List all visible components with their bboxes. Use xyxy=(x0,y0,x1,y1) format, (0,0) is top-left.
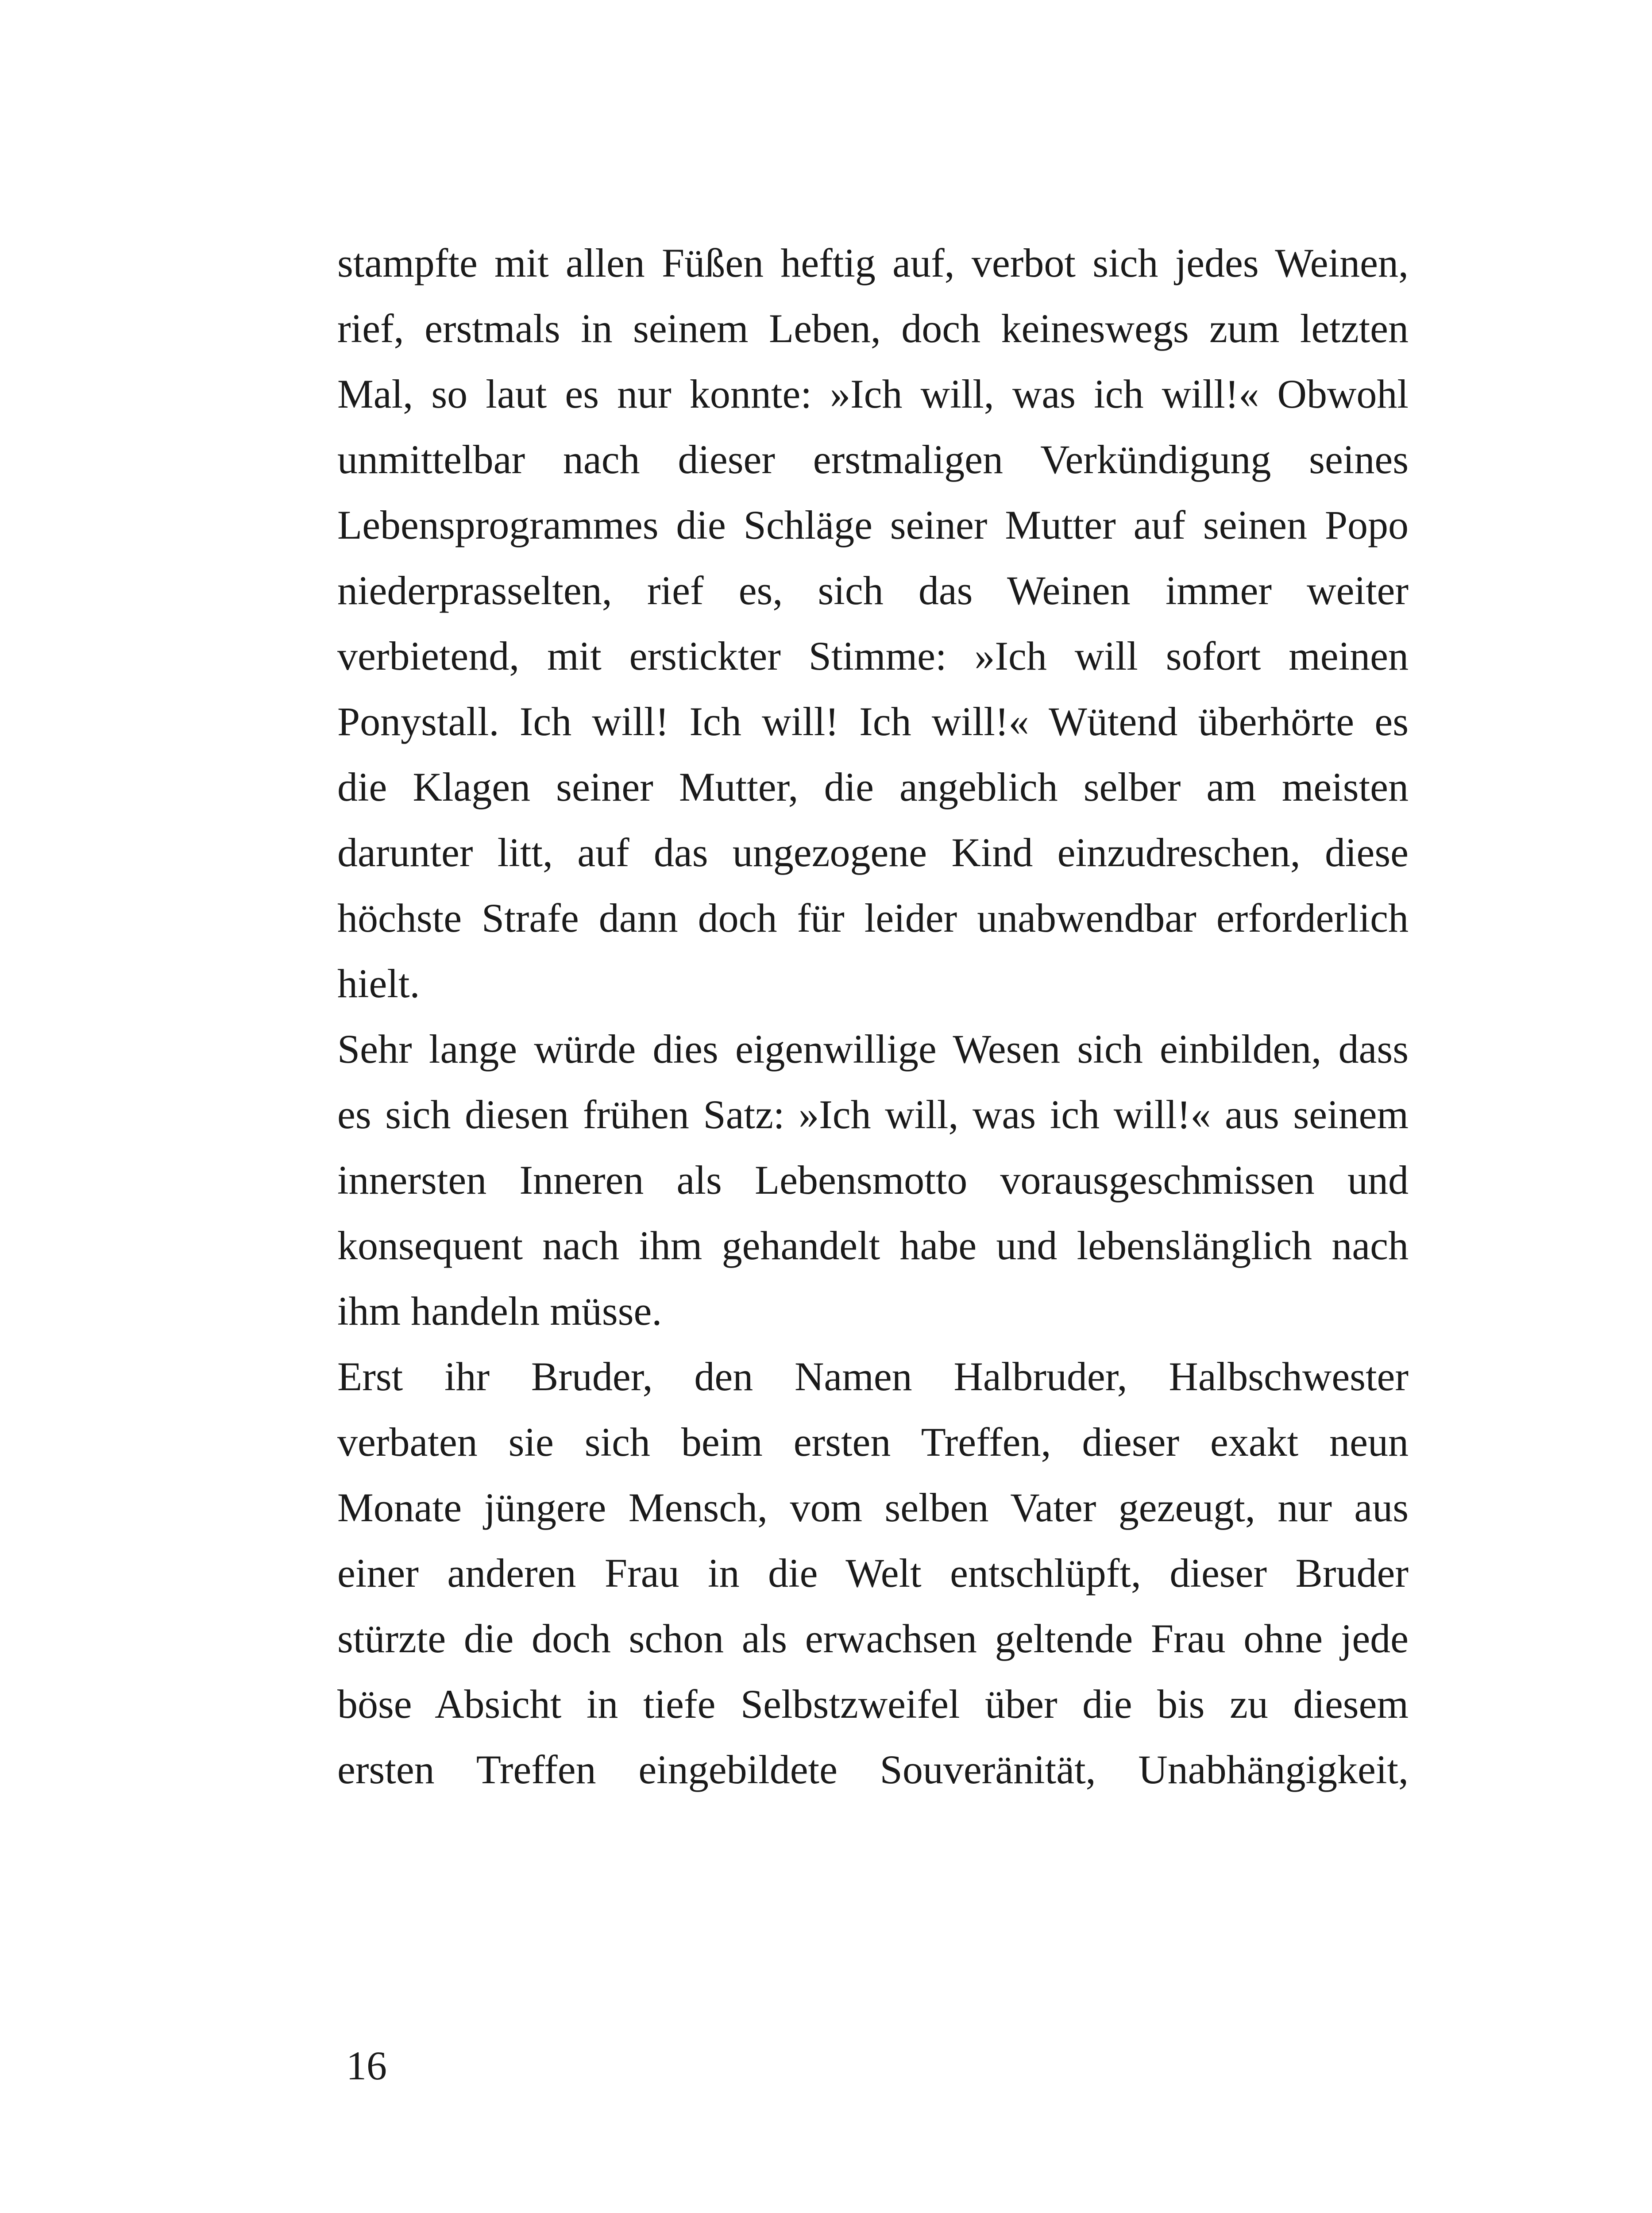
text-line: hielt. xyxy=(337,961,420,1006)
text-line: ersten Treffen eingebildete Souveränität, Unabhängigkeit, xyxy=(337,1747,1409,1792)
text-line: unmittelbar nach dieser erstmaligen Verkündigung seines xyxy=(337,437,1409,482)
text-line: darunter litt, auf das ungezogene Kind einzudreschen, diese xyxy=(337,830,1409,875)
text-line: stampfte mit allen Füßen heftig auf, verbot sich jedes Weinen, xyxy=(337,240,1409,285)
text-line: Monate jüngere Mensch, vom selben Vater gezeugt, nur aus xyxy=(337,1485,1409,1530)
text-line: einer anderen Frau in die Welt entschlüpft, dieser Bruder xyxy=(337,1550,1409,1596)
text-line: konsequent nach ihm gehandelt habe und lebenslänglich nach xyxy=(337,1223,1409,1268)
page-number: 16 xyxy=(346,2043,387,2088)
text-line: Sehr lange würde dies eigenwillige Wesen sich einbilden, dass xyxy=(337,1026,1409,1072)
text-line: höchste Strafe dann doch für leider unabwendbar erforderlich xyxy=(337,895,1409,941)
text-line: stürzte die doch schon als erwachsen geltende Frau ohne jede xyxy=(337,1616,1409,1661)
text-line: böse Absicht in tiefe Selbstzweifel über die bis zu diesem xyxy=(337,1681,1409,1727)
text-line: verbaten sie sich beim ersten Treffen, dieser exakt neun xyxy=(337,1419,1409,1465)
text-line: Lebensprogrammes die Schläge seiner Mutter auf seinen Popo xyxy=(337,502,1409,547)
paragraph-2 xyxy=(337,1016,1409,1344)
text-line: verbietend, mit erstickter Stimme: »Ich will sofort meinen xyxy=(337,633,1409,679)
paragraph-3 xyxy=(337,1344,1409,1802)
text-line: Mal, so laut es nur konnte: »Ich will, was ich will!« Obwohl xyxy=(337,371,1409,416)
text-line: innersten Inneren als Lebensmotto vorausgeschmissen und xyxy=(337,1157,1409,1203)
text-line: Erst ihr Bruder, den Namen Halbruder, Halbschwester xyxy=(337,1354,1409,1399)
paragraph-1 xyxy=(337,230,1409,1016)
text-line: niederprasselten, rief es, sich das Weinen immer weiter xyxy=(337,568,1409,613)
text-line: ihm handeln müsse. xyxy=(337,1288,662,1334)
text-line: es sich diesen frühen Satz: »Ich will, was ich will!« aus seinem xyxy=(337,1092,1409,1137)
text-line: die Klagen seiner Mutter, die angeblich selber am meisten xyxy=(337,764,1409,810)
text-line: Ponystall. Ich will! Ich will! Ich will!« Wütend überhörte es xyxy=(337,699,1409,744)
body-text xyxy=(337,230,1409,1802)
text-line: rief, erstmals in seinem Leben, doch keineswegs zum letzten xyxy=(337,306,1409,351)
